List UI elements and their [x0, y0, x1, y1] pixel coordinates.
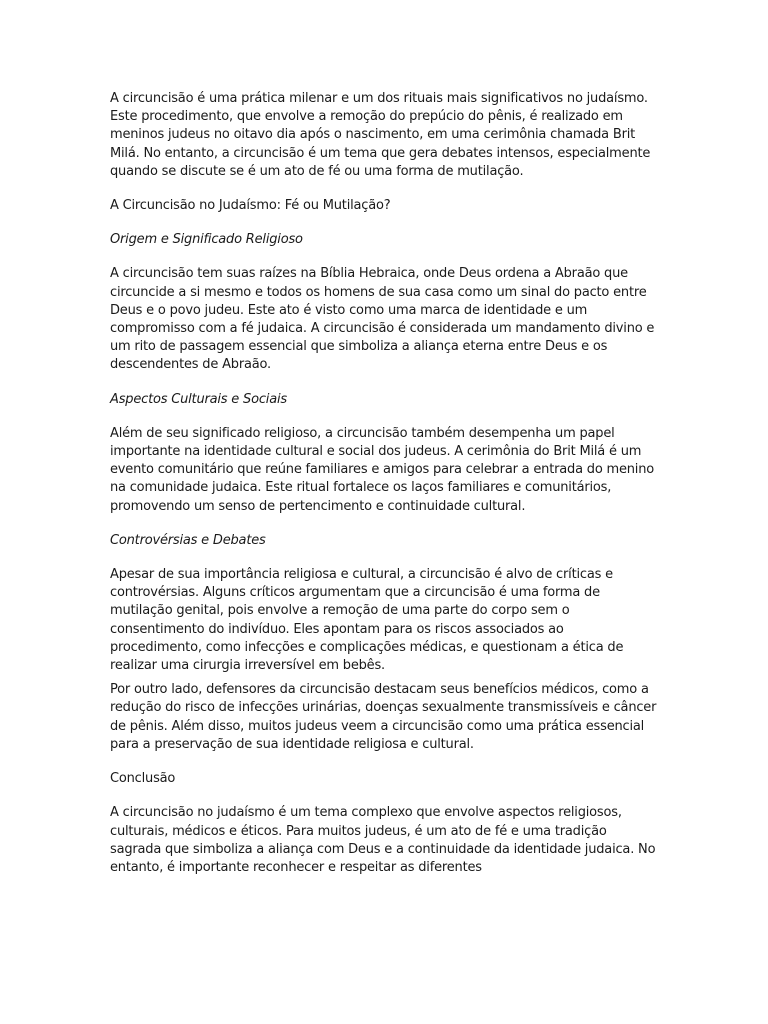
section-heading-cultural: Aspectos Culturais e Sociais: [110, 391, 287, 407]
intro-paragraph: A circuncisão é uma prática milenar e um dos rituais mais significativos no judaísmo. Este procedimento, que envolve a remoção do prepúcio do pênis, é realizado em meninos judeus no oitavo dia após o nascimento, em uma cerimônia chamada Brit Milá. No entanto, a circuncisão é um tema que gera debates intensos, especialmente quando se discute se é um ato de fé ou uma forma de mutilação.: [110, 91, 651, 179]
cultural-paragraph: Além de seu significado religioso, a circuncisão também desempenha um papel importante na identidade cultural e social dos judeus. A cerimônia do Brit Milá é um evento comunitário que reúne familiares e amigos para celebrar a entrada do menino na comunidade judaica. Este ritual fortalece os laços familiares e comunitários, promovendo um senso de pertencimento e continuidade cultural.: [110, 425, 655, 514]
conclusion-paragraph: A circuncisão no judaísmo é um tema complexo que envolve aspectos religiosos, culturais, médicos e éticos. Para muitos judeus, é um ato de fé e uma tradição sagrada que simboliza a aliança com Deus e a continuidade da identidade judaica. No entanto, é importante reconhecer e respeitar as diferentes: [110, 805, 656, 875]
controversies-paragraph: Apesar de sua importância religiosa e cultural, a circuncisão é alvo de críticas e controvérsias. Alguns críticos argumentam que a circuncisão é uma forma de mutilação genital, pois envolve a remoção de uma parte do corpo sem o consentimento do indivíduo. Eles apontam para os riscos associados ao procedimento, como infecções e complicações médicas, e questionam a ética de realizar uma cirurgia irreversível em bebês.: [110, 567, 624, 674]
section-heading-origin: Origem e Significado Religioso: [110, 232, 303, 248]
defenders-paragraph: Por outro lado, defensores da circuncisão destacam seus benefícios médicos, como a redução do risco de infecções urinárias, doenças sexualmente transmissíveis e câncer de pênis. Além disso, muitos judeus veem a circuncisão como uma prática essencial para a preservação de sua identidade religiosa e cultural.: [110, 682, 657, 752]
section-heading-conclusion: Conclusão: [110, 771, 176, 787]
document-title: A Circuncisão no Judaísmo: Fé ou Mutilação?: [110, 198, 391, 214]
section-heading-controversies: Controvérsias e Debates: [110, 532, 266, 548]
origin-paragraph: A circuncisão tem suas raízes na Bíblia Hebraica, onde Deus ordena a Abraão que circuncide a si mesmo e todos os homens de sua casa como um sinal do pacto entre Deus e o povo judeu. Este ato é visto como uma marca de identidade e um compromisso com a fé judaica. A circuncisão é considerada um mandamento divino e um rito de passagem essencial que simboliza a aliança eterna entre Deus e os descendentes de Abraão.: [110, 266, 655, 373]
document-page: [110, 90, 658, 877]
